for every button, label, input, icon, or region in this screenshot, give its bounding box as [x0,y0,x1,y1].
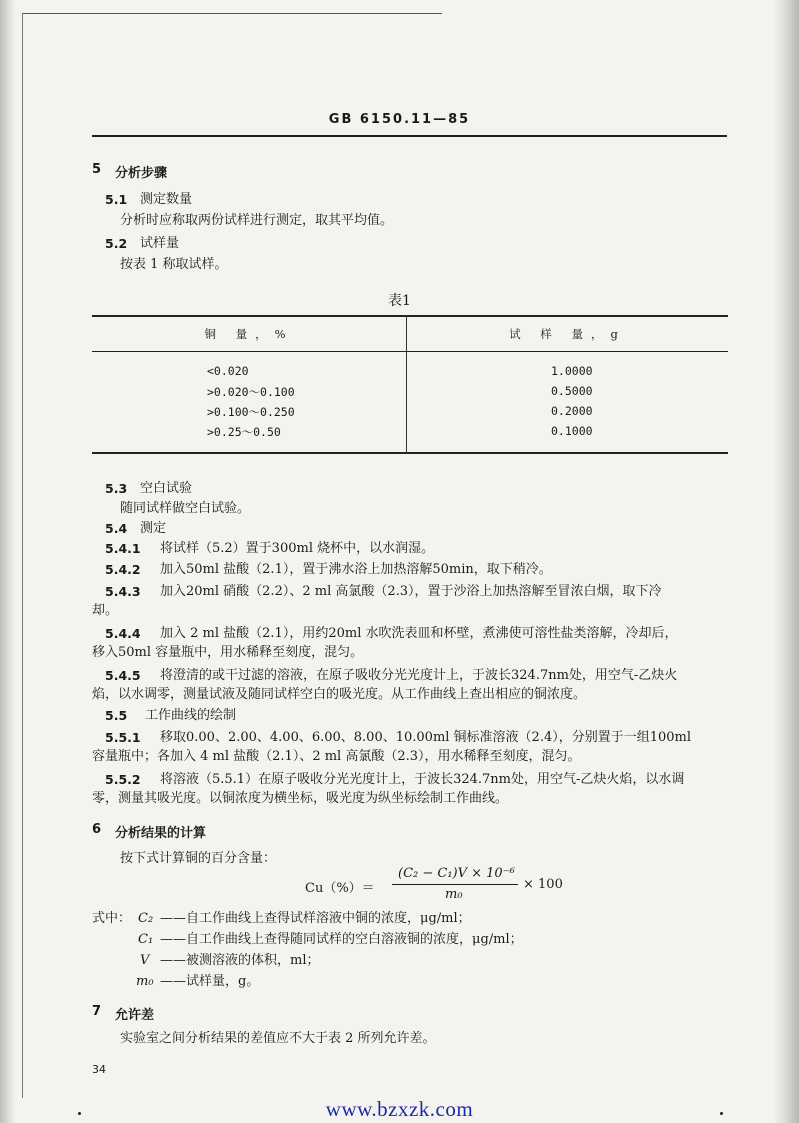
section-6-title: 分析结果的计算 [115,826,207,841]
section-5-4-5-number: 5.4.5 [105,668,141,683]
formula-lhs: Cu（%）＝ [305,881,375,896]
standard-code: GB 6150.11—85 [328,112,471,127]
formula-where: 式中： [92,911,132,926]
section-5-3-title: 空白试验 [140,481,193,496]
section-5-3-number: 5.3 [105,481,128,496]
section-5-5-1-text: 移取0.00、2.00、4.00、6.00、8.00、10.00ml 铜标准溶液（2.4），分别置于一组100ml [160,730,692,745]
section-5-title: 分析步骤 [115,166,168,181]
page-number: 34 [92,1063,106,1076]
section-5-4-4-number: 5.4.4 [105,626,141,641]
section-5-2-text: 按表 1 称取试样。 [120,257,228,272]
section-5-4-3-text: 加入20ml 硝酸（2.2）、2 ml 高氯酸（2.3），置于沙浴上加热溶解至冒浓白烟，取下冷 [160,584,662,599]
scan-margin-line [22,13,23,1098]
section-5-5-1-text-cont: 容量瓶中；各加入 4 ml 盐酸（2.1）、2 ml 高氯酸（2.3），用水稀释至刻度，混匀。 [92,749,581,764]
section-5-4-2-number: 5.4.2 [105,562,141,577]
section-5-4-5-text: 将澄清的或干过滤的溶液，在原子吸收分光光度计上，于波长324.7nm处，用空气-乙炔火 [160,668,678,683]
table-header-rule [92,351,728,352]
table-header-copper: 铜 量，% [204,327,294,341]
section-5-4-1-number: 5.4.1 [105,541,141,556]
section-7-title: 允许差 [115,1008,155,1023]
section-5-4-2-text: 加入50ml 盐酸（2.1），置于沸水浴上加热溶解50min，取下稍冷。 [160,562,552,577]
section-5-5-2-number: 5.5.2 [105,772,141,787]
table-cell-range-2: >0.020～0.100 [207,385,295,399]
table-cell-mass-4: 0.1000 [551,424,593,438]
section-5-number: 5 [92,162,102,177]
scan-edge-right [773,0,799,1123]
table-cell-mass-3: 0.2000 [551,404,593,418]
var-v-desc: ——被测溶液的体积，ml； [160,953,320,968]
section-5-5-2-text-cont: 零，测量其吸光度。以铜浓度为横坐标，吸光度为纵坐标绘制工作曲线。 [92,791,509,806]
section-5-2-title: 试样量 [140,236,180,251]
footer-website: www.bzxzk.com [325,1097,474,1121]
section-5-3-text: 随同试样做空白试验。 [120,501,251,516]
section-5-4-3-text-cont: 却。 [92,603,119,618]
var-m0-symbol: m₀ [136,974,154,989]
section-5-5-1-number: 5.5.1 [105,730,141,745]
header-rule [92,135,727,137]
section-5-1-title: 测定数量 [140,192,193,207]
section-5-4-title: 测定 [140,521,167,536]
footer-dot-right [720,1112,723,1115]
table-bottom-rule [92,452,728,454]
section-5-5-number: 5.5 [105,708,128,723]
section-5-4-1-text: 将试样（5.2）置于300ml 烧杯中，以水润湿。 [160,541,435,556]
section-5-1-text: 分析时应称取两份试样进行测定，取其平均值。 [120,213,394,228]
section-5-4-number: 5.4 [105,521,128,536]
table-cell-range-3: >0.100～0.250 [207,405,295,419]
formula-intro: 按下式计算铜的百分含量： [120,851,277,866]
table-cell-range-1: <0.020 [207,364,249,378]
section-5-4-5-text-cont: 焰，以水调零，测量试液及随同试样空白的吸光度。从工作曲线上查出相应的铜浓度。 [92,687,587,702]
formula-tail: × 100 [523,877,563,892]
scan-edge-left [0,0,16,1123]
section-5-2-number: 5.2 [105,236,128,251]
section-5-4-3-number: 5.4.3 [105,584,141,599]
var-c2-desc: ——自工作曲线上查得试样溶液中铜的浓度，μg/ml； [160,911,471,926]
table-cell-mass-2: 0.5000 [551,384,593,398]
var-c2-symbol: C₂ [138,911,154,926]
table-top-rule [92,315,728,317]
scan-top-line [22,13,442,14]
section-5-4-4-text-cont: 移入50ml 容量瓶中，用水稀释至刻度，混匀。 [92,645,364,660]
section-5-4-4-text: 加入 2 ml 盐酸（2.1），用约20ml 水吹洗表皿和杯壁，煮沸使可溶性盐类溶解，冷却后， [160,626,678,641]
table-cell-mass-1: 1.0000 [551,364,593,378]
section-7-number: 7 [92,1004,102,1019]
var-m0-desc: ——试样量，g。 [160,974,260,989]
table-header-sample-mass: 试 样 量，g [509,327,626,341]
formula-fraction-bar [392,884,518,885]
section-5-1-number: 5.1 [105,192,128,207]
var-c1-desc: ——自工作曲线上查得随同试样的空白溶液铜的浓度，μg/ml； [160,932,523,947]
var-c1-symbol: C₁ [138,932,154,947]
formula-denominator: m₀ [445,887,463,902]
var-v-symbol: V [140,953,150,968]
table-1-title: 表1 [388,293,411,309]
section-7-text: 实验室之间分析结果的差值应不大于表 2 所列允许差。 [120,1031,436,1046]
section-5-5-title: 工作曲线的绘制 [145,708,237,723]
section-6-number: 6 [92,822,102,837]
formula-numerator: (C₂ − C₁)V × 10⁻⁶ [398,866,515,881]
table-cell-range-4: >0.25～0.50 [207,425,281,439]
section-5-5-2-text: 将溶液（5.5.1）在原子吸收分光光度计上，于波长324.7nm处，用空气-乙炔火焰，以水调 [160,772,685,787]
